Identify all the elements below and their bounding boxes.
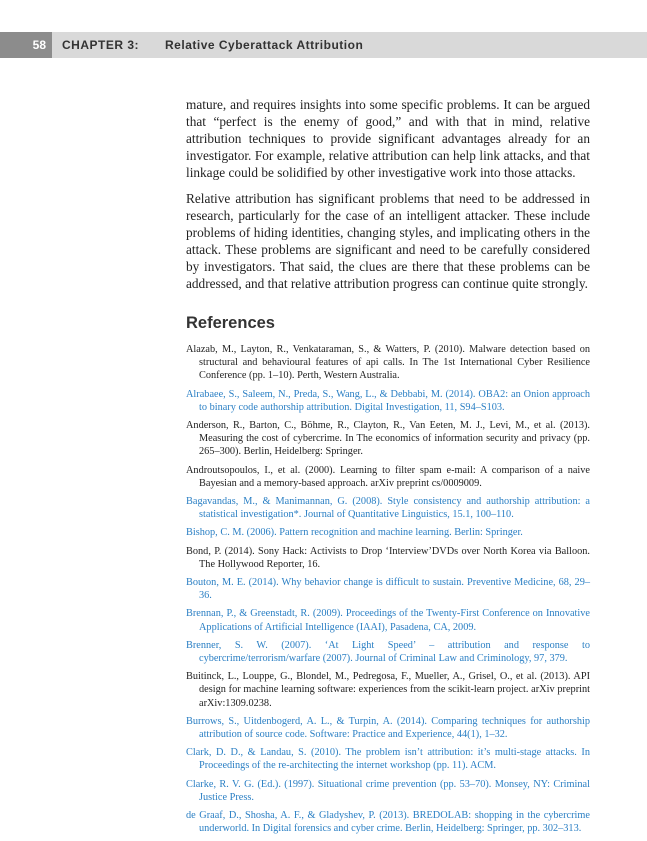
reference-list (186, 343, 590, 836)
reference-link[interactable]: de Graaf, D., Shosha, A. F., & Gladyshev, P. (2013). BREDOLAB: shopping in the cybercrime underworld. In Digital forensics and cyber crime. Berlin, Heidelberg: Springer, pp. 302–313. (186, 810, 590, 835)
reference-link[interactable]: Burrows, S., Uitdenbogerd, A. L., & Turpin, A. (2014). Comparing techniques for authorship attribution of source code. Software: Practice and Experience, 44(1), 1–32. (186, 715, 590, 741)
reference-link[interactable]: Clarke, R. V. G. (Ed.). (1997). Situational crime prevention (pp. 53–70). Monsey, NY: Criminal Justice Press. (186, 778, 590, 803)
reference-item: Bond, P. (2014). Sony Hack: Activists to Drop ‘Interview’DVDs over North Korea via Balloon. The Hollywood Reporter, 16. (186, 545, 590, 570)
reference-link[interactable]: Bagavandas, M., & Manimannan, G. (2008). Style consistency and authorship attribution: a statistical investigation*. Journal of Quantitative Linguistics, 15.1, 100–110. (186, 496, 590, 521)
page-number: 58 (0, 32, 52, 58)
reference-item: Anderson, R., Barton, C., Böhme, R., Clayton, R., Van Eeten, M. J., Levi, M., et al. (2013). Measuring the cost of cybercrime. In The economics of information security and privacy (pp. 265–300). Berlin, Heidelberg: Springer. (186, 420, 590, 458)
reference-link[interactable]: Alrabaee, S., Saleem, N., Preda, S., Wang, L., & Debbabi, M. (2014). OBA2: an Onion approach to binary code authorship attribution. Digital Investigation, 11, S94–S103. (186, 388, 590, 413)
reference-link[interactable]: Bouton, M. E. (2014). Why behavior change is difficult to sustain. Preventive Medicine, 68, 29–36. (186, 577, 590, 602)
chapter-title: Relative Cyberattack Attribution (165, 38, 364, 52)
reference-link[interactable]: Brennan, P., & Greenstadt, R. (2009). Proceedings of the Twenty-First Conference on Innovative Applications of Artificial Intelligence (IAAI), Pasadena, CA, 2009. (186, 608, 590, 633)
reference-item: Buitinck, L., Louppe, G., Blondel, M., Pedregosa, F., Mueller, A., Grisel, O., et al. (2013). API design for machine learning software: experiences from the scikit-learn project. arXiv preprint arXiv:1309.0238. (186, 671, 590, 709)
main-content (186, 96, 590, 841)
reference-link[interactable]: Clark, D. D., & Landau, S. (2010). The problem isn’t attribution: it’s multi-stage attacks. In Proceedings of the re-architecting the internet workshop (pp. 11). ACM. (186, 747, 590, 772)
chapter-label: CHAPTER 3: (62, 38, 140, 52)
running-header (0, 32, 647, 58)
body-paragraph: mature, and requires insights into some specific problems. It can be argued that “perfect is the enemy of good,” and with that in mind, relative attribution techniques to provide significant advantages already for an investigator. For example, relative attribution can help link attacks, and that linkage could be solidified by other investigative work into those attacks. (186, 97, 590, 180)
references-heading: References (186, 314, 275, 332)
reference-link[interactable]: Brenner, S. W. (2007). ‘At Light Speed’ – attribution and response to cybercrime/terrorism/warfare (2007). Journal of Criminal Law and Criminology, 97, 379. (186, 639, 590, 665)
reference-link[interactable]: Bishop, C. M. (2006). Pattern recognition and machine learning. Berlin: Springer. (186, 527, 523, 539)
reference-item: Alazab, M., Layton, R., Venkataraman, S., & Watters, P. (2010). Malware detection based on structural and behavioural features of api calls. In The 1st International Cyber Resilience Conference (pp. 1–10). Perth, Western Australia. (186, 344, 590, 382)
chapter-heading (62, 32, 363, 58)
reference-item: Androutsopoulos, I., et al. (2000). Learning to filter spam e-mail: A comparison of a naive Bayesian and a memory-based approach. arXiv preprint cs/0009009. (186, 464, 590, 489)
body-paragraph: Relative attribution has significant problems that need to be addressed in research, particularly for the case of an intelligent attacker. These include problems of hiding identities, changing styles, and implicating others in the attack. These problems are significant and need to be carefully considered by investigators. That said, the clues are there that these problems can be addressed, and that relative attribution progress can continue quite strongly. (186, 191, 590, 291)
